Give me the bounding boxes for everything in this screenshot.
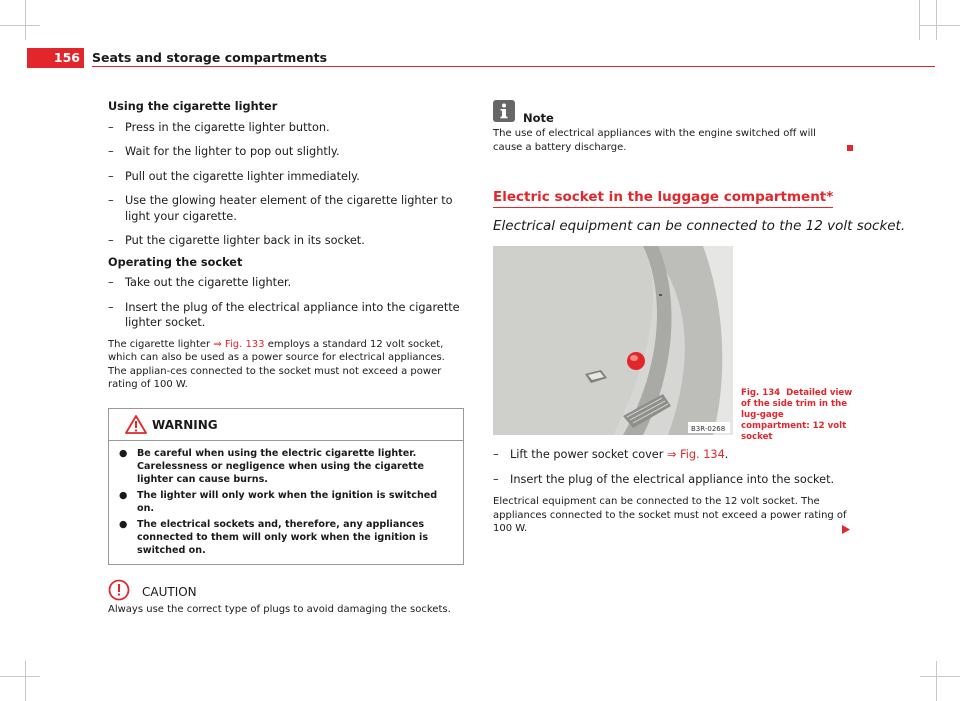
section-rule [493,207,833,208]
crop-mark [936,661,937,701]
caution-text: Always use the correct type of plugs to avoid damaging the sockets. [108,603,451,615]
warning-title: WARNING [152,417,218,432]
continue-arrow-icon [842,519,850,538]
crop-mark [0,676,40,677]
list-item: – Take out the cigarette lighter. [108,276,292,289]
warning-triangle-icon [125,415,147,439]
warning-body [109,441,463,564]
figure-link[interactable]: ⇒ Fig. 134 [666,448,725,461]
list-item: – Press in the cigarette lighter button. [108,120,330,134]
heading-operating-socket: Operating the socket [108,255,243,269]
crop-mark [0,25,40,26]
list-item: ● Be careful when using the electric cigarette lighter. Carelessness or negligence when using the cigarette lighter can cause burns. [119,447,424,485]
list-item: – Insert the plug of the electrical appliance into the socket. [493,472,835,486]
crop-mark [25,661,26,701]
luggage-trim-illustration [493,246,733,435]
caution-header [108,579,464,603]
note-title: Note [523,111,554,125]
crop-mark [936,0,937,40]
warning-header [109,409,463,441]
list-item: ● The electrical sockets and, therefore, any appliances connected to them will only work when the ignition is switched on. [119,518,429,556]
crop-mark [919,0,920,40]
section-title: Electric socket in the luggage compartment* [493,189,834,205]
list-item: – Lift the power socket cover ⇒ Fig. 134. [493,448,729,461]
end-mark [847,145,853,151]
crop-mark [920,676,960,677]
list-item: – Use the glowing heater element of the cigarette lighter to light your cigarette. [108,194,453,223]
list-item: – Insert the plug of the electrical appliance into the cigarette lighter socket. [108,300,460,329]
page-header-title: Seats and storage compartments [92,50,328,65]
caution-exclamation-icon [108,579,130,606]
figure-caption: Fig. 134 Detailed view of the side trim in the lug-gage compartment: 12 volt socket [741,388,853,442]
section-subtitle: Electrical equipment can be connected to the 12 volt socket. [493,218,906,234]
figure-link[interactable]: ⇒ Fig. 133 [213,338,265,350]
caution-title: CAUTION [142,584,197,599]
note-header [493,108,849,130]
left-column [108,99,464,616]
warning-box [108,408,464,565]
right-column [493,108,849,154]
list-item: – Put the cigarette lighter back in its socket. [108,234,365,247]
body-paragraph: Electrical equipment can be connected to the 12 volt socket. The appliances connected to the socket must not exceed a power rating of 100 W. [493,496,847,534]
list-item: – Wait for the lighter to pop out slightly. [108,145,340,158]
page-number: 156 [27,48,84,68]
list-item: ● The lighter will only work when the ignition is switched on. [119,489,438,514]
figure-luggage-socket [493,246,733,435]
list-item: – Pull out the cigarette lighter immediately. [108,169,360,183]
info-icon [493,100,515,127]
body-paragraph: The cigarette lighter ⇒ Fig. 133 employs a standard 12 volt socket, which can also be used as a power source for electrical appliances. The applian-ces connected to the socket must not exceed a power rating of 100 W. [108,338,445,390]
heading-using-lighter: Using the cigarette lighter [108,100,278,113]
header-rule [92,66,935,67]
crop-mark [920,25,960,26]
note-text: The use of electrical appliances with the engine switched off will cause a battery discharge. [493,128,816,153]
right-lower-content [493,447,849,536]
crop-mark [25,0,26,40]
figure-code: B3R-0268 [691,425,726,433]
